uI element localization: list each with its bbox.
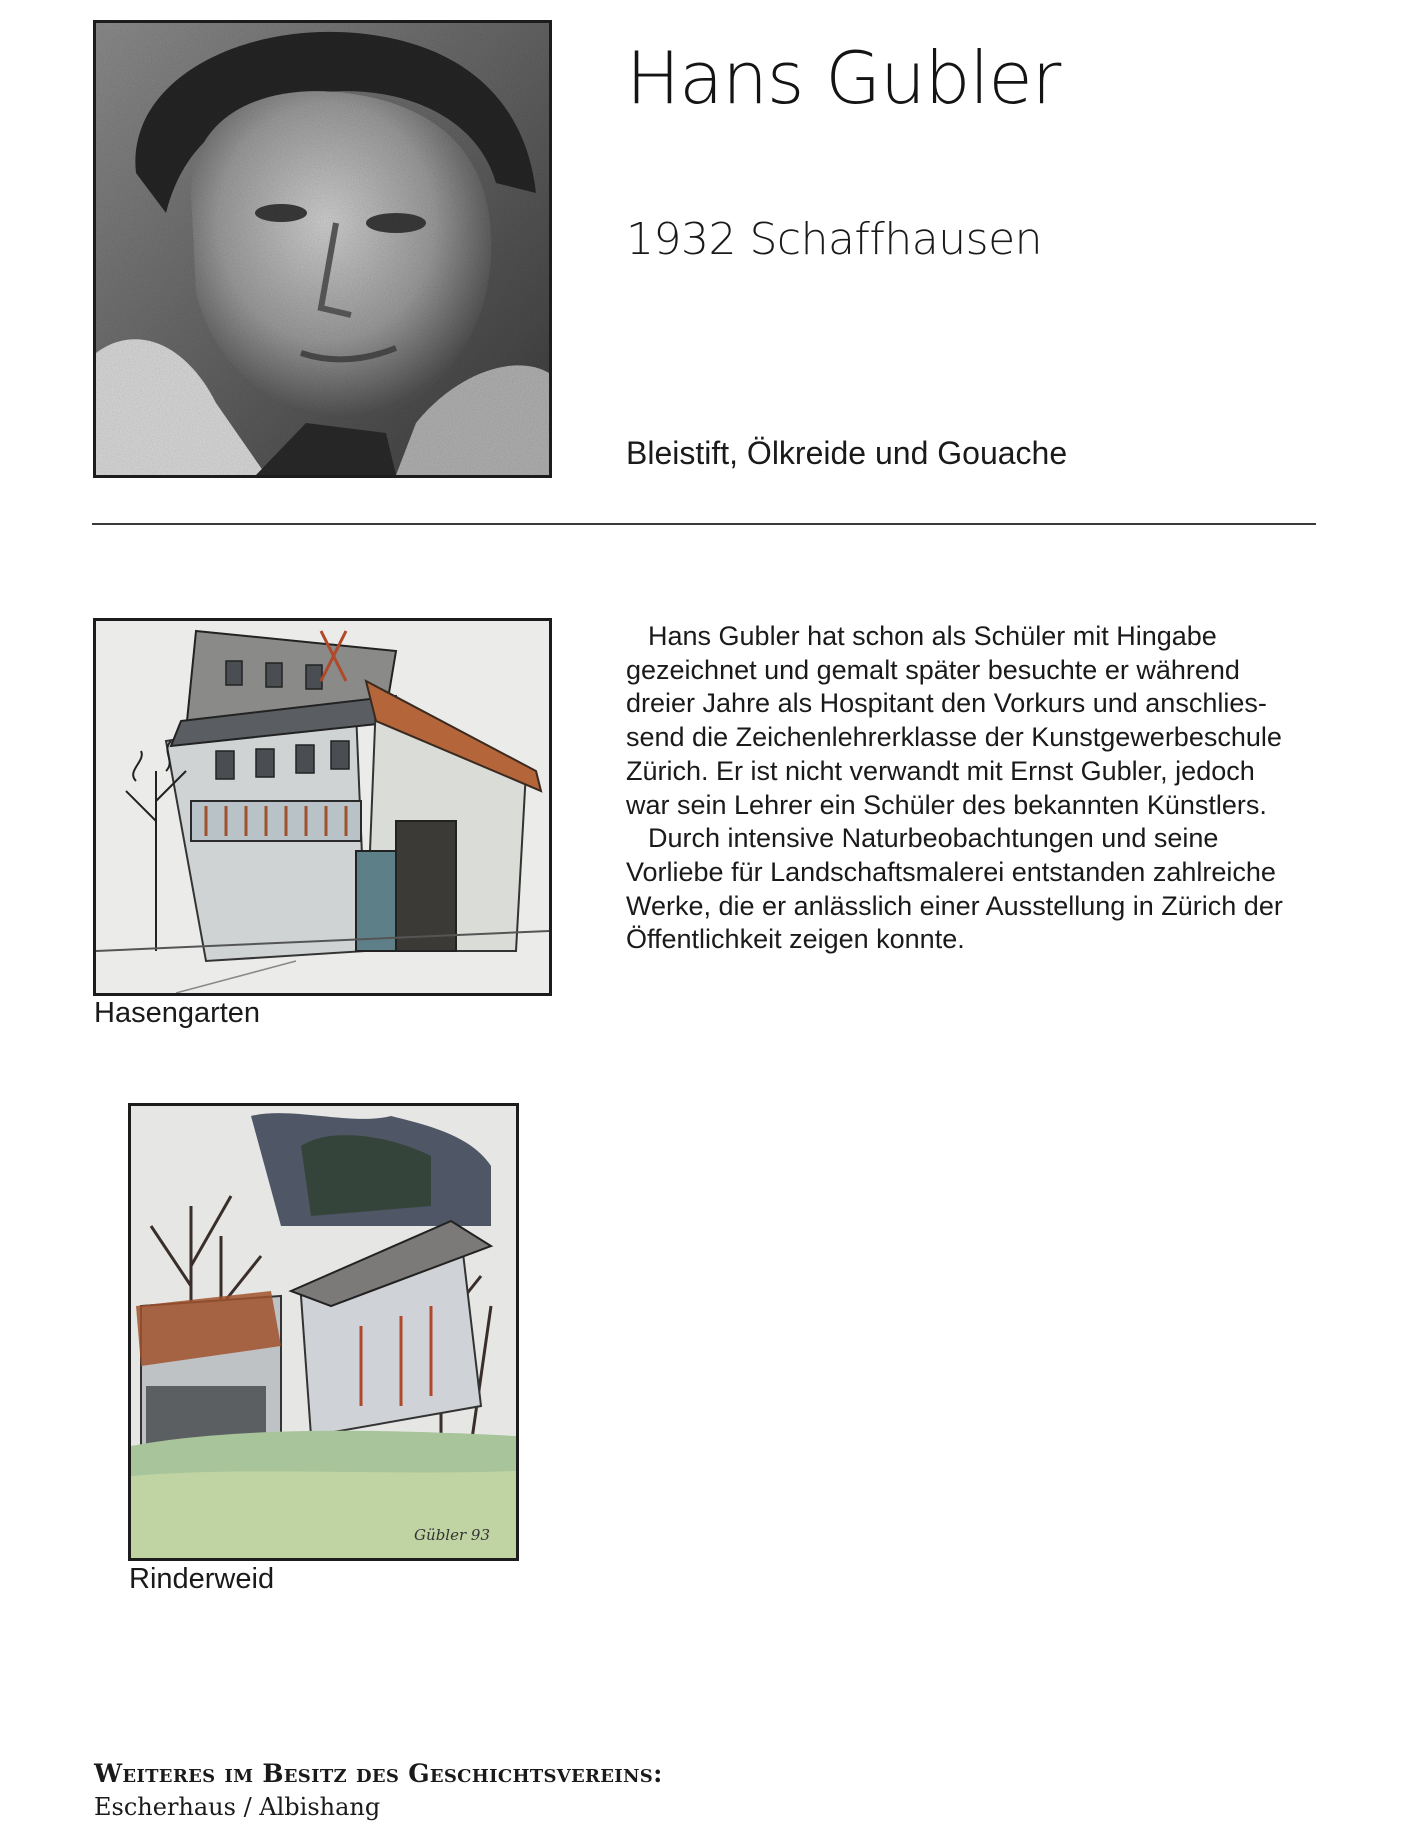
header-divider <box>92 523 1316 525</box>
technique-text: Bleistift, Ölkreide und Gouache <box>626 435 1068 471</box>
biography-text <box>626 620 1286 957</box>
artwork-caption-hasengarten: Hasengarten <box>94 997 261 1029</box>
biography-paragraph: Durch intensive Naturbeobachtungen und seine Vorliebe für Landschaftsmalerei entstanden zahlreiche Werke, die er anlässlich einer Ausstellung in Zürich der Öffentlichkeit zeigen konnte. <box>626 823 1283 955</box>
footer-text: Escherhaus / Albishang <box>94 1793 381 1821</box>
artwork-signature: Gübler 93 <box>414 1526 490 1544</box>
biography-paragraph: Hans Gubler hat schon als Schüler mit Hingabe gezeichnet und gemalt später besuchte er während dreier Jahre als Hospitant den Vorkurs und anschlies-send die Zeichenlehrerklasse der Kunstgewerbeschule Zürich. Er ist nicht verwandt mit Ernst Gubler, jedoch war sein Lehrer ein Schüler des bekannten Künstlers. <box>626 621 1282 820</box>
birth-year-place: 1932 Schaffhausen <box>626 214 1043 265</box>
artist-name-title: Hans Gubler <box>626 36 1061 120</box>
artwork-caption-rinderweid: Rinderweid <box>129 1563 275 1595</box>
artwork-hasengarten-image <box>93 618 552 996</box>
artwork-rinderweid-image <box>128 1103 519 1561</box>
artist-portrait-photo <box>93 20 552 478</box>
footer-heading: Weiteres im Besitz des Geschichtsvereins: <box>94 1759 663 1788</box>
